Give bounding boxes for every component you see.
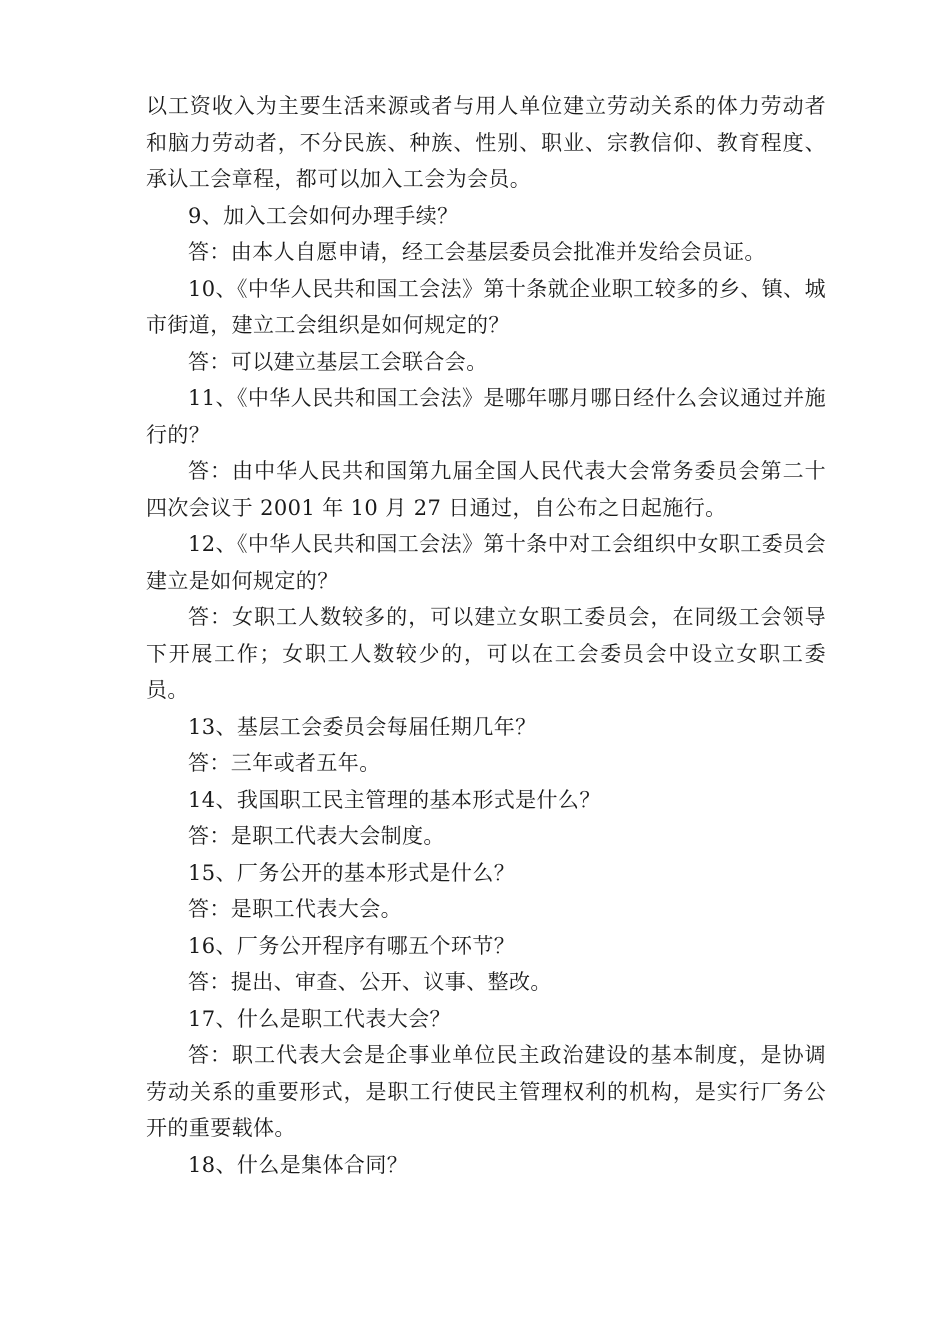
question-10: 10、《中华人民共和国工会法》第十条就企业职工较多的乡、镇、城市街道，建立工会组织是如何规定的？ — [146, 276, 826, 337]
question-17: 17、什么是职工代表大会？ — [188, 1006, 451, 1031]
paragraph: 以工资收入为主要生活来源或者与用人单位建立劳动关系的体力劳动者和脑力劳动者，不分民族、种族、性别、职业、宗教信仰、教育程度、承认工会章程，都可以加入工会为会员。 — [146, 94, 826, 191]
question-15: 15、厂务公开的基本形式是什么？ — [188, 860, 516, 885]
answer-14: 答：是职工代表大会制度。 — [188, 824, 445, 848]
answer-17: 答：职工代表大会是企事业单位民主政治建设的基本制度，是协调劳动关系的重要形式，是职工行使民主管理权利的机构，是实行厂务公开的重要载体。 — [146, 1043, 826, 1140]
answer-12: 答：女职工人数较多的，可以建立女职工委员会，在同级工会领导下开展工作；女职工人数较少的，可以在工会委员会中设立女职工委员。 — [146, 605, 826, 702]
answer-9: 答：由本人自愿申请，经工会基层委员会批准并发给会员证。 — [188, 240, 766, 264]
document-body — [146, 88, 826, 1183]
question-18: 18、什么是集体合同？ — [188, 1152, 409, 1177]
question-13: 13、基层工会委员会每届任期几年？ — [188, 714, 537, 739]
answer-10: 答：可以建立基层工会联合会。 — [188, 349, 488, 374]
answer-11: 答：由中华人民共和国第九届全国人民代表大会常务委员会第二十四次会议于 2001 年 10 月 27 日通过，自公布之日起施行。 — [146, 459, 826, 520]
answer-13: 答：三年或者五年。 — [188, 751, 381, 775]
question-12: 12、《中华人民共和国工会法》第十条中对工会组织中女职工委员会建立是如何规定的？ — [146, 532, 826, 593]
answer-16: 答：提出、审查、公开、议事、整改。 — [188, 970, 552, 994]
answer-15: 答：是职工代表大会。 — [188, 897, 402, 921]
question-11: 11、《中华人民共和国工会法》是哪年哪月哪日经什么会议通过并施行的？ — [146, 386, 826, 447]
question-9: 9、加入工会如何办理手续？ — [188, 203, 459, 228]
question-14: 14、我国职工民主管理的基本形式是什么？ — [188, 787, 601, 812]
question-16: 16、厂务公开程序有哪五个环节？ — [188, 933, 516, 958]
